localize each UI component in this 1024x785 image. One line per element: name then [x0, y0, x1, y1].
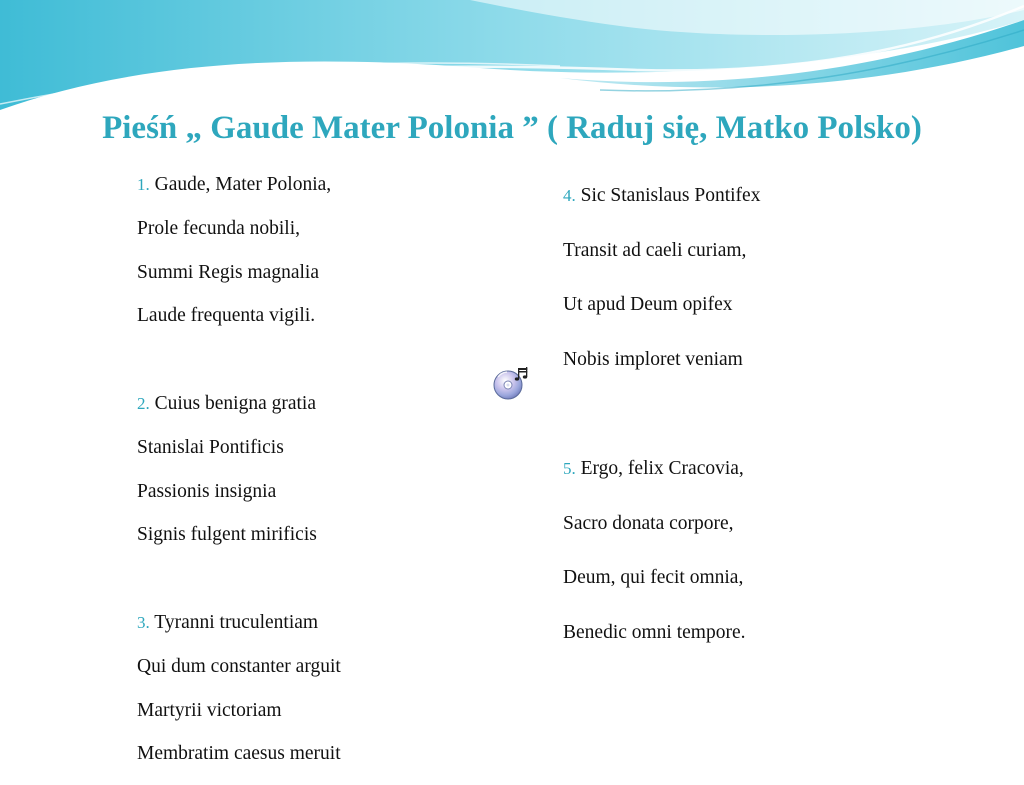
slide-title: Pieśń „ Gaude Mater Polonia ” ( Raduj się, Matko Polsko) [102, 110, 922, 146]
stanza-line: Prole fecunda nobili, [137, 217, 300, 239]
stanza-line [563, 183, 943, 238]
stanza-line: Sacro donata corpore, [563, 512, 734, 534]
stanza-line-text: Sic Stanislaus Pontifex [580, 185, 761, 206]
stanza-number: 2. [137, 393, 150, 413]
stanza-line: Benedic omni tempore. [563, 621, 746, 643]
stanza-spacer [137, 566, 497, 610]
header-wave-decoration [0, 0, 1024, 120]
stanza-line: Laude frequenta vigili. [137, 305, 316, 327]
stanza-line: Membratim caesus meruit [137, 743, 341, 765]
stanza-line: Deum, qui fecit omnia, [563, 567, 744, 589]
stanza-line-text: Gaude, Mater Polonia, [154, 174, 332, 195]
stanza-number: 5. [563, 458, 576, 478]
lyrics-column-left [137, 172, 497, 785]
stanza-number: 4. [563, 186, 576, 205]
stanza-line-text: Ergo, felix Cracovia, [580, 457, 744, 479]
stanza-line: Passionis insignia [137, 480, 277, 502]
stanza-line: Transit ad caeli curiam, [563, 239, 747, 261]
stanza-line [137, 172, 497, 216]
audio-cd-icon[interactable] [493, 365, 531, 401]
stanza-number: 3. [137, 612, 150, 632]
stanza-line-text: Cuius benigna gratia [154, 392, 317, 414]
stanza-line: Qui dum constanter arguit [137, 655, 341, 677]
stanza-line [137, 391, 497, 435]
stanza-line: Ut apud Deum opifex [563, 294, 733, 316]
lyrics-column-right [563, 183, 943, 674]
stanza-spacer [137, 347, 497, 391]
stanza-spacer [563, 401, 943, 456]
stanza-line: Nobis imploret veniam [563, 348, 743, 370]
stanza-number: 1. [137, 175, 150, 194]
stanza-line [563, 456, 943, 511]
stanza-line: Summi Regis magnalia [137, 261, 319, 283]
stanza-line: Stanislai Pontificis [137, 436, 284, 458]
stanza-line: Martyrii victoriam [137, 699, 282, 721]
stanza-line-text: Tyranni truculentiam [154, 611, 319, 633]
stanza-line [137, 610, 497, 654]
stanza-line: Signis fulgent mirificis [137, 524, 317, 546]
